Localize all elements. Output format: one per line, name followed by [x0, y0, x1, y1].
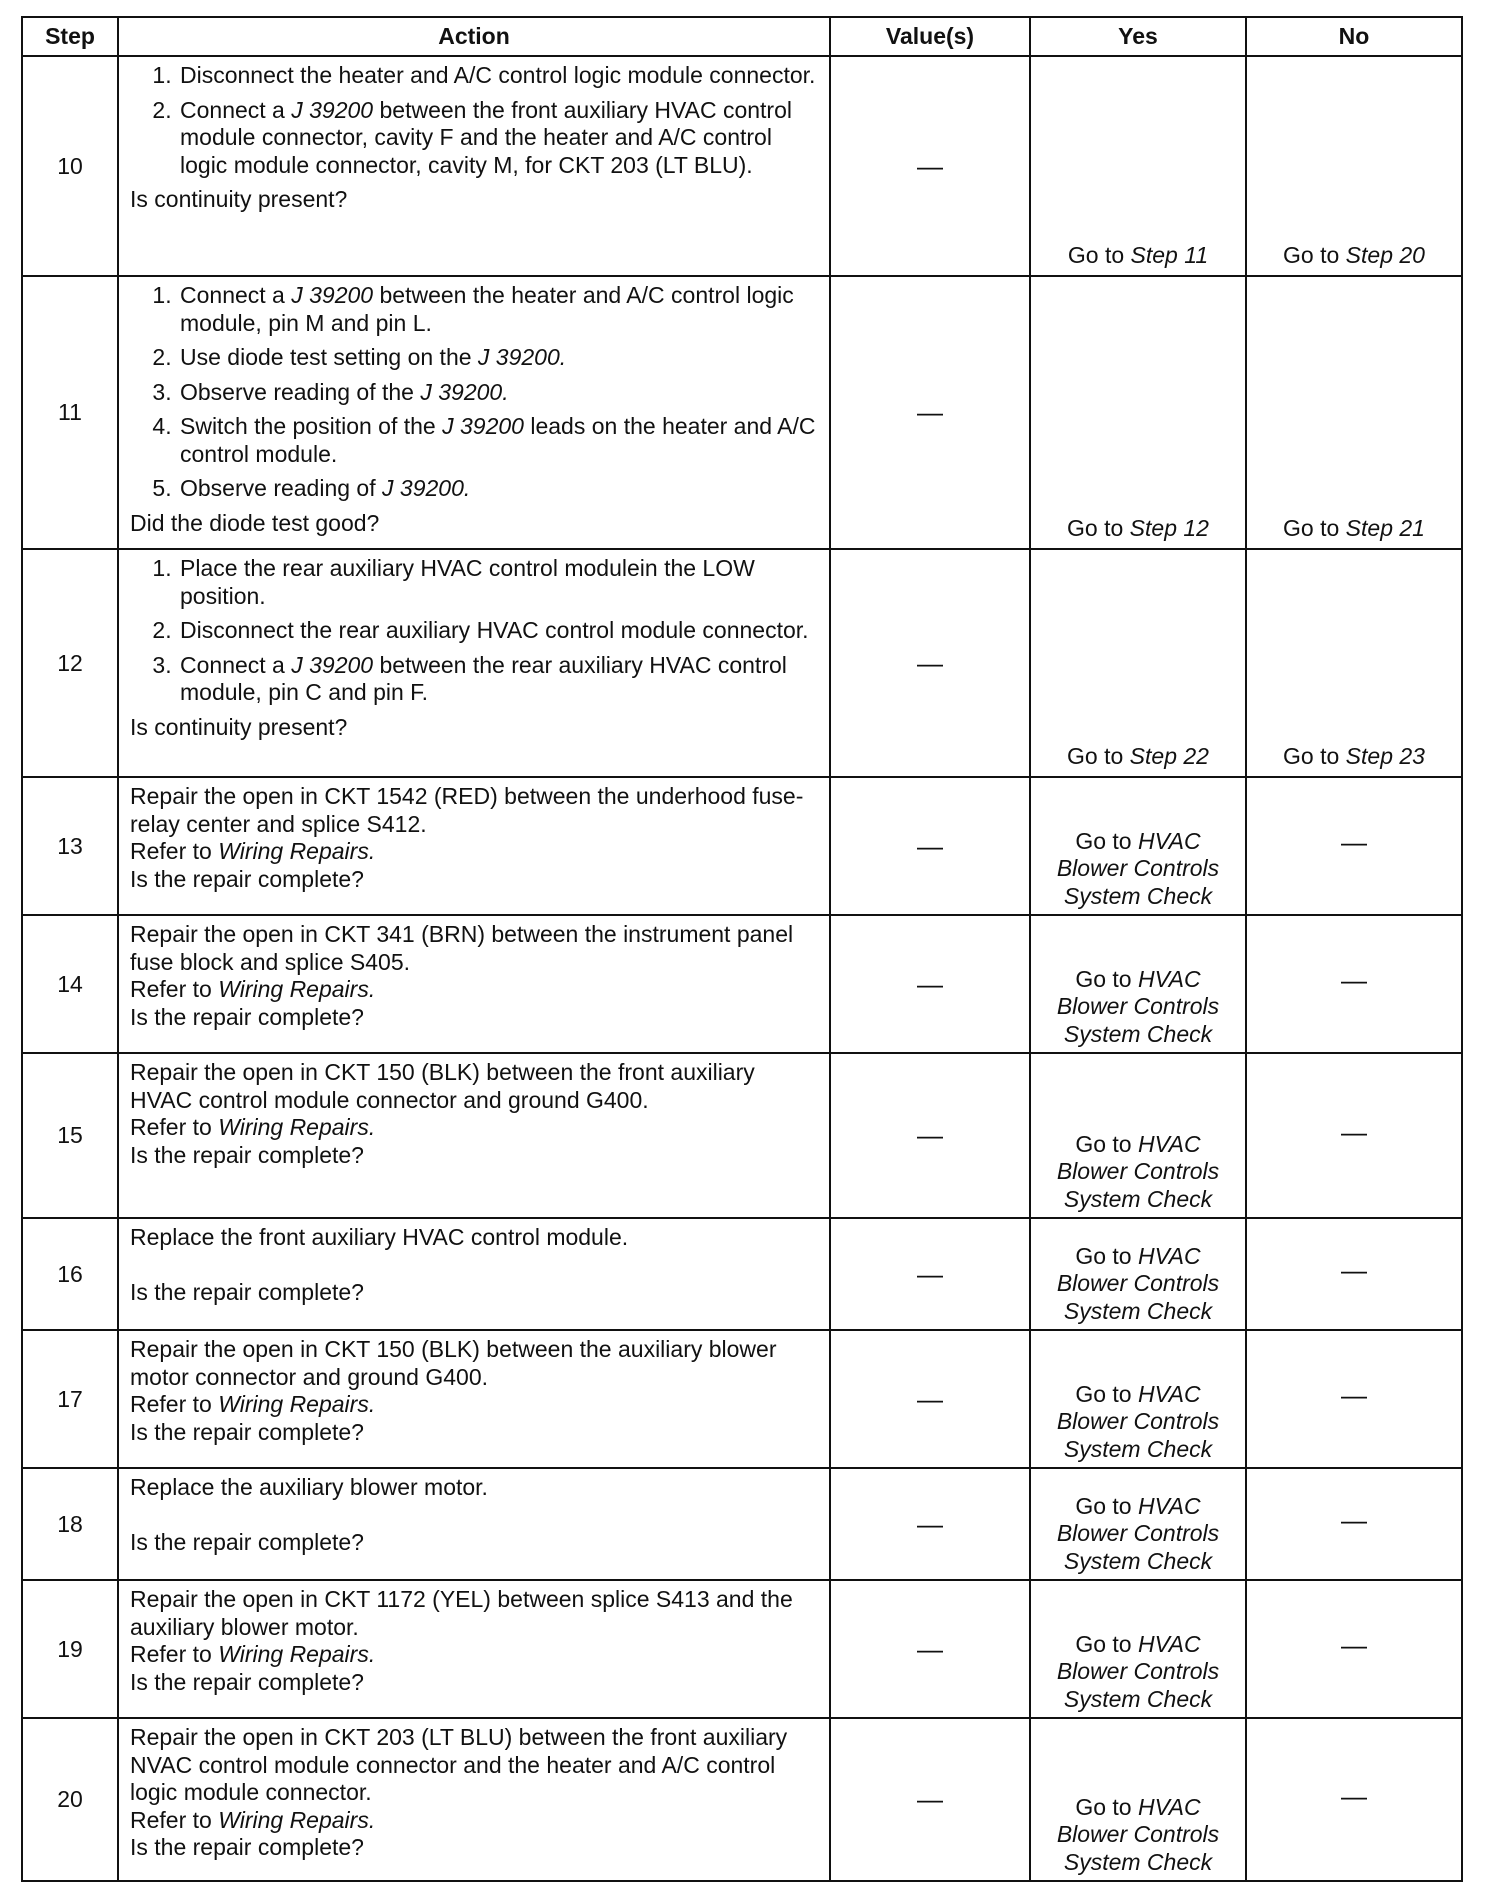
no-cell: —: [1246, 1468, 1462, 1580]
no-cell: —: [1246, 1330, 1462, 1468]
tool-reference: J 39200.: [382, 475, 471, 501]
table-row: [22, 549, 1462, 777]
yes-target-line: [1035, 1520, 1241, 1548]
step-number: 13: [22, 777, 118, 915]
hvac-check-link: Blower Controls: [1056, 1658, 1220, 1684]
goto-text: Go to: [1067, 742, 1124, 769]
action-question: Is the repair complete?: [130, 1141, 364, 1168]
header-yes: Yes: [1030, 17, 1246, 56]
action-cell: [118, 1330, 830, 1468]
yes-target-line: [1035, 1436, 1241, 1464]
goto-text: Go to: [1075, 1242, 1132, 1269]
value-cell: —: [830, 1053, 1030, 1218]
refer-link: Wiring Repairs.: [218, 1641, 376, 1667]
yes-target-line: [1035, 1493, 1241, 1521]
action-cell: [118, 1468, 830, 1580]
action-cell: [118, 1718, 830, 1881]
value-cell: —: [830, 1218, 1030, 1330]
step-number: 11: [22, 276, 118, 549]
yes-cell: [1030, 1218, 1246, 1330]
value-cell: —: [830, 549, 1030, 777]
refer-text: Refer to: [130, 976, 212, 1002]
yes-target-line: [1035, 1381, 1241, 1409]
hvac-check-link: HVAC: [1138, 965, 1201, 992]
table-body: [22, 56, 1462, 1881]
step-number: 12: [22, 549, 118, 777]
yes-target-line: [1035, 828, 1241, 856]
action-cell: [118, 549, 830, 777]
refer-line: [130, 838, 819, 866]
hvac-check-link: HVAC: [1138, 1242, 1201, 1269]
action-text: Repair the open in CKT 1542 (RED) between the underhood fuse-relay center and splice S412.: [130, 783, 804, 837]
no-cell: [1246, 56, 1462, 276]
step-number: 18: [22, 1468, 118, 1580]
hvac-check-link: Blower Controls: [1056, 1270, 1220, 1296]
action-step: [178, 62, 819, 90]
action-question: Is continuity present?: [130, 713, 348, 740]
action-step: [178, 344, 819, 372]
action-text: Connect a: [180, 282, 292, 308]
yes-cell: [1030, 1330, 1246, 1468]
goto-text: Go to: [1075, 1130, 1132, 1157]
table-row: [22, 1330, 1462, 1468]
yes-cell: [1030, 777, 1246, 915]
no-cell: —: [1246, 1218, 1462, 1330]
no-cell: —: [1246, 1053, 1462, 1218]
goto-text: Go to: [1283, 742, 1340, 769]
table-row: [22, 1053, 1462, 1218]
goto-text: Go to: [1067, 514, 1124, 541]
yes-target: Step 12: [1129, 514, 1209, 541]
hvac-check-link: System Check: [1063, 1297, 1213, 1324]
action-text: Repair the open in CKT 150 (BLK) between the auxiliary blower motor connector and ground G400.: [130, 1336, 777, 1390]
no-cell: —: [1246, 777, 1462, 915]
action-text: Switch the position of the: [180, 413, 443, 439]
yes-cell: [1030, 1053, 1246, 1218]
tool-reference: J 39200: [291, 651, 374, 678]
yes-target-line: [1035, 1298, 1241, 1326]
goto-text: Go to: [1067, 241, 1125, 268]
yes-target-line: [1035, 1021, 1241, 1049]
goto-text: Go to: [1075, 1380, 1132, 1407]
refer-text: Refer to: [130, 1391, 212, 1417]
yes-target-line: [1035, 1849, 1241, 1877]
tool-reference: J 39200: [291, 282, 374, 308]
action-question: Is the repair complete?: [130, 1528, 364, 1555]
yes-target-line: [1035, 1243, 1241, 1271]
action-text: between the front auxiliary HVAC control module connector, cavity F and the heater and A/C control logic module connector, cavity M, for CKT 203 (LT BLU).: [180, 96, 792, 178]
header-no: No: [1246, 17, 1462, 56]
refer-line: [130, 1807, 819, 1835]
yes-cell: [1030, 1580, 1246, 1718]
header-step: Step: [22, 17, 118, 56]
goto-text: Go to: [1075, 1492, 1132, 1519]
refer-link: Wiring Repairs.: [218, 976, 376, 1002]
action-cell: [118, 56, 830, 276]
refer-link: Wiring Repairs.: [218, 1806, 376, 1833]
no-target: Step 23: [1345, 742, 1425, 769]
yes-target-line: [1035, 1408, 1241, 1436]
action-step: [178, 282, 819, 337]
yes-target-line: [1035, 1548, 1241, 1576]
action-text: Place the rear auxiliary HVAC control modulein the LOW position.: [180, 555, 755, 609]
action-text: Replace the front auxiliary HVAC control module.: [130, 1224, 629, 1250]
hvac-check-link: HVAC: [1138, 1492, 1201, 1519]
yes-target-line: [1035, 993, 1241, 1021]
yes-cell: [1030, 1718, 1246, 1881]
action-text: Repair the open in CKT 203 (LT BLU) between the front auxiliary NVAC control module connector and the heater and A/C control logic module connector.: [130, 1724, 788, 1805]
action-cell: [118, 777, 830, 915]
table-row: [22, 1468, 1462, 1580]
yes-cell: [1030, 549, 1246, 777]
tool-reference: J 39200: [442, 413, 524, 439]
goto-text: Go to: [1075, 827, 1132, 854]
action-cell: [118, 276, 830, 549]
yes-target-line: [1035, 1270, 1241, 1298]
action-steps: [130, 62, 819, 179]
action-text: Repair the open in CKT 341 (BRN) between the instrument panel fuse block and splice S405.: [130, 921, 794, 975]
refer-link: Wiring Repairs.: [218, 1391, 376, 1417]
hvac-check-link: System Check: [1063, 1547, 1213, 1574]
value-cell: —: [830, 915, 1030, 1053]
action-step: [178, 413, 819, 468]
yes-target-line: [1035, 883, 1241, 911]
action-question: Is continuity present?: [130, 186, 348, 212]
refer-text: Refer to: [130, 838, 212, 864]
table-row: [22, 1218, 1462, 1330]
table-row: [22, 56, 1462, 276]
hvac-check-link: HVAC: [1138, 827, 1201, 854]
yes-target-line: [1035, 1631, 1241, 1659]
action-cell: [118, 915, 830, 1053]
table-row: [22, 915, 1462, 1053]
value-cell: —: [830, 777, 1030, 915]
hvac-check-link: System Check: [1063, 1848, 1213, 1875]
action-steps: [130, 555, 819, 707]
tool-reference: J 39200.: [477, 344, 567, 370]
action-text: Disconnect the rear auxiliary HVAC control module connector.: [180, 617, 809, 643]
action-step: [178, 555, 819, 610]
hvac-check-link: Blower Controls: [1056, 855, 1220, 881]
action-question: Is the repair complete?: [130, 1278, 364, 1305]
yes-target-line: [1035, 1658, 1241, 1686]
step-number: 17: [22, 1330, 118, 1468]
action-question: Is the repair complete?: [130, 1003, 364, 1030]
step-number: 16: [22, 1218, 118, 1330]
action-question: Is the repair complete?: [130, 865, 364, 892]
action-step: [178, 652, 819, 707]
refer-line: [130, 976, 819, 1004]
goto-text: Go to: [1075, 1630, 1132, 1657]
yes-target-line: [1035, 855, 1241, 883]
yes-target-line: [1035, 1794, 1241, 1822]
header-action: Action: [118, 17, 830, 56]
action-question: Did the diode test good?: [130, 509, 380, 536]
hvac-check-link: System Check: [1063, 882, 1213, 909]
action-text: Connect a: [180, 651, 292, 678]
action-text: Observe reading of the: [180, 378, 421, 405]
hvac-check-link: System Check: [1063, 1685, 1213, 1712]
goto-text: Go to: [1075, 965, 1132, 992]
action-question: Is the repair complete?: [130, 1834, 364, 1860]
no-cell: [1246, 549, 1462, 777]
no-cell: [1246, 276, 1462, 549]
action-text: leads on the heater and A/C control module.: [180, 413, 816, 467]
refer-text: Refer to: [130, 1114, 212, 1140]
hvac-check-link: HVAC: [1138, 1630, 1201, 1657]
hvac-check-link: Blower Controls: [1056, 1408, 1220, 1434]
yes-target-line: [1035, 1186, 1241, 1214]
header-row: [22, 17, 1462, 56]
action-question: Is the repair complete?: [130, 1418, 364, 1445]
table-row: [22, 1718, 1462, 1881]
action-steps: [130, 282, 819, 503]
yes-cell: [1030, 1468, 1246, 1580]
yes-target-line: [1035, 1821, 1241, 1849]
step-number: 20: [22, 1718, 118, 1881]
no-cell: —: [1246, 1580, 1462, 1718]
refer-text: Refer to: [130, 1806, 212, 1833]
action-step: [178, 379, 819, 407]
tool-reference: J 39200: [291, 96, 374, 123]
action-text: Observe reading of: [180, 475, 383, 501]
refer-link: Wiring Repairs.: [218, 838, 376, 864]
step-number: 15: [22, 1053, 118, 1218]
refer-line: [130, 1641, 819, 1669]
hvac-check-link: HVAC: [1138, 1793, 1201, 1820]
goto-text: Go to: [1283, 514, 1340, 541]
refer-line: [130, 1114, 819, 1142]
action-cell: [118, 1580, 830, 1718]
action-text: Repair the open in CKT 150 (BLK) between the front auxiliary HVAC control module connector and ground G400.: [130, 1059, 755, 1113]
action-text: between the heater and A/C control logic module, pin M and pin L.: [180, 282, 794, 336]
table-row: [22, 777, 1462, 915]
table-row: [22, 1580, 1462, 1718]
hvac-check-link: System Check: [1063, 1020, 1213, 1047]
refer-line: [130, 1391, 819, 1419]
hvac-check-link: Blower Controls: [1056, 1821, 1220, 1847]
action-text: between the rear auxiliary HVAC control module, pin C and pin F.: [180, 651, 787, 705]
no-target: Step 21: [1345, 514, 1425, 541]
yes-target: Step 22: [1129, 742, 1209, 769]
hvac-check-link: System Check: [1063, 1435, 1213, 1462]
no-target: Step 20: [1345, 241, 1425, 268]
no-cell: —: [1246, 915, 1462, 1053]
action-text: Connect a: [180, 96, 292, 123]
goto-text: Go to: [1283, 241, 1340, 268]
hvac-check-link: Blower Controls: [1056, 993, 1220, 1019]
header-values: Value(s): [830, 17, 1030, 56]
refer-text: Refer to: [130, 1641, 212, 1667]
yes-cell: [1030, 56, 1246, 276]
hvac-check-link: Blower Controls: [1056, 1520, 1220, 1546]
hvac-check-link: System Check: [1063, 1185, 1213, 1212]
value-cell: —: [830, 1580, 1030, 1718]
step-number: 10: [22, 56, 118, 276]
action-cell: [118, 1218, 830, 1330]
yes-target-line: [1035, 1131, 1241, 1159]
action-text: Use diode test setting on the: [180, 344, 478, 370]
yes-target-line: [1035, 966, 1241, 994]
diagnostic-table: [21, 16, 1463, 1882]
action-text: Disconnect the heater and A/C control logic module connector.: [180, 62, 816, 88]
action-step: [178, 617, 819, 645]
yes-cell: [1030, 276, 1246, 549]
yes-target-line: [1035, 1686, 1241, 1714]
goto-text: Go to: [1075, 1793, 1132, 1820]
step-number: 14: [22, 915, 118, 1053]
step-number: 19: [22, 1580, 118, 1718]
yes-target: Step 11: [1130, 241, 1209, 268]
value-cell: —: [830, 1718, 1030, 1881]
yes-target-line: [1035, 1158, 1241, 1186]
hvac-check-link: HVAC: [1138, 1380, 1201, 1407]
value-cell: —: [830, 276, 1030, 549]
action-cell: [118, 1053, 830, 1218]
value-cell: —: [830, 56, 1030, 276]
action-text: Repair the open in CKT 1172 (YEL) between splice S413 and the auxiliary blower motor.: [130, 1586, 793, 1640]
hvac-check-link: HVAC: [1138, 1130, 1201, 1157]
refer-link: Wiring Repairs.: [218, 1114, 376, 1140]
value-cell: —: [830, 1330, 1030, 1468]
value-cell: —: [830, 1468, 1030, 1580]
no-cell: —: [1246, 1718, 1462, 1881]
action-question: Is the repair complete?: [130, 1668, 364, 1695]
action-step: [178, 475, 819, 503]
yes-cell: [1030, 915, 1246, 1053]
tool-reference: J 39200.: [420, 378, 509, 405]
hvac-check-link: Blower Controls: [1056, 1158, 1220, 1184]
action-step: [178, 97, 819, 180]
table-row: [22, 276, 1462, 549]
action-text: Replace the auxiliary blower motor.: [130, 1474, 488, 1500]
